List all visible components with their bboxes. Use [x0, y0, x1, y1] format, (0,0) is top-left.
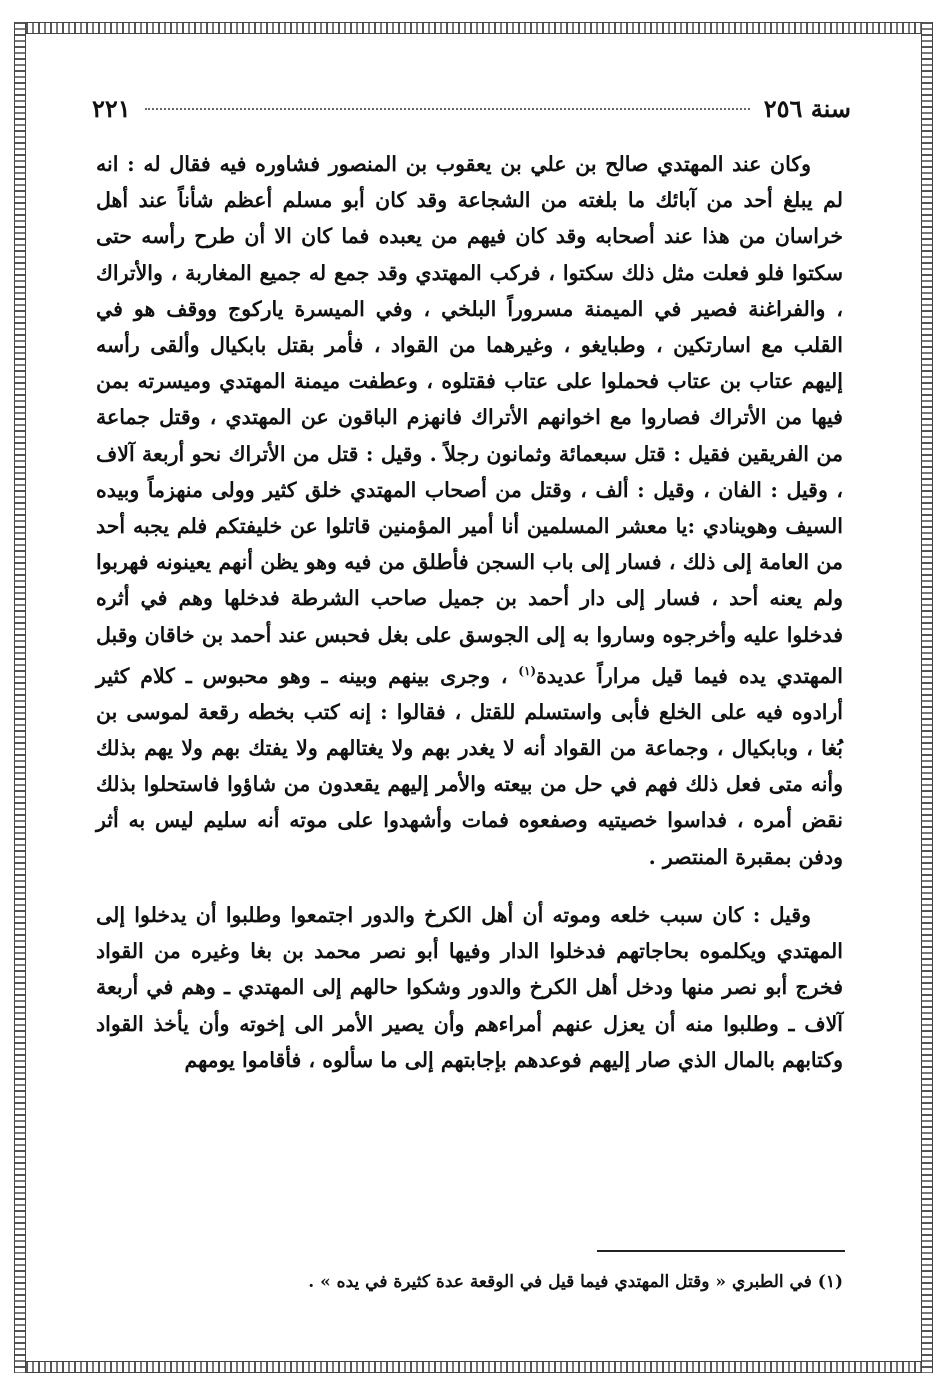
footnote: (١) في الطبري « وقتل المهتدي فيما قيل في الوقعة عدة كثيرة في يده » .: [308, 1272, 843, 1292]
page-number: ٢٢١: [92, 93, 131, 123]
paragraph-1-text: وكان عند المهتدي صالح بن علي بن يعقوب بن المنصور فشاوره فيه فقال له : انه لم يبلغ أحد من آبائك ما بلغته من الشجاعة وقد كان أبو مسلم أعظم شأناً عند أهل خراسان من هذا عند أصحابه وقد كان فيهم من يعبده فما كان الا أن طرح رأسه حتى سكتوا فلو فعلت مثل ذلك سكتوا ، فركب المهتدي وقد جمع له جميع المغاربة ، والأتراك ، والفراغنة فصير في الميمنة مسروراً البلخي ، وفي الميسرة ياركوج ووقف هو في القلب مع اسارتكين ، وطبايغو ، وغيرهما من القواد ، فأمر بقتل بابكيال وألقى رأسه إليهم عتاب بن عتاب فحملوا على عتاب فقتلوه ، وعطفت ميمنة المهتدي وميسرته بمن فيها من الأتراك فصاروا مع اخوانهم الأتراك فانهزم الباقون عن المهتدي ، وقتل جماعة من الفريقين فقيل : قتل سبعمائة وثمانون رجلاً . وقيل : قتل من الأتراك نحو أربعة آلاف ، وقيل : الفان ، وقيل : ألف ، وقتل من أصحاب المهتدي خلق كثير وولى منهزماً وبيده السيف وهوينادي :يا معشر المسلمين أنا أمير المؤمنين قاتلوا عن خليفتكم فلم يجبه أحد من العامة إلى ذلك ، فسار إلى باب السجن فأطلق من فيه وهو يظن أنهم يعينونه فهربوا ولم يعنه أحد ، فسار إلى دار أحمد بن جميل صاحب الشرطة فدخلها وهم في أثره فدخلوا عليه وأخرجوه وساروا به إلى الجوسق على بغل فحبس عند أحمد بن خاقان وقبل المهتدي يده فيما قيل مراراً عديدة: [96, 152, 843, 688]
header-dotted-leader: [145, 106, 750, 110]
paragraph-1: [96, 146, 843, 875]
border-right-ornament: [921, 22, 933, 1373]
border-left-ornament: [14, 22, 26, 1373]
header-year-title: سنة ٢٥٦: [763, 93, 851, 123]
paragraph-2: وقيل : كان سبب خلعه وموته أن أهل الكرخ والدور اجتمعوا وطلبوا أن يدخلوا إلى المهتدي ويكلموه بحاجاتهم فدخلوا الدار وفيها أبو نصر محمد بن بغا وغيره من القواد فخرج أبو نصر منها ودخل أهل الكرخ والدور وشكوا حالهم إلى المهتدي ـ وهم في أربعة آلاف ـ وطلبوا منه أن يعزل عنهم أمراءهم وأن يصير الأمر الى إخوته وأن يأخذ القواد وكتابهم بالمال الذي صار إليهم فوعدهم بإجابتهم إلى ما سألوه ، فأقاموا يومهم: [96, 902, 843, 1072]
main-text: [96, 146, 843, 1078]
border-top-ornament: [14, 22, 933, 34]
paragraph-1-continued: ، وجرى بينهم وبينه ـ وهو محبوس ـ كلام كثير أرادوه فيه على الخلع فأبى واستسلم للقتل ، فقالوا : إنه كتب بخطه رقعة لموسى بن بُغا ، وبابكيال ، وجماعة من القواد أنه لا يغدر بهم ولا يغتالهم ولا يفتك بهم ولا يهم بذلك وأنه متى فعل ذلك فهم في حل من بيعته والأمر إليهم يقعدون من شاؤوا فاستحلوا بذلك نقض أمره ، فداسوا خصيتيه وصفعوه فمات وأشهدوا على موته أنه سليم ليس به أثر ودفن بمقبرة المنتصر .: [96, 663, 843, 869]
footnote-separator: [597, 1250, 845, 1252]
border-bottom-ornament: [14, 1361, 933, 1373]
footnote-marker: (١): [518, 663, 537, 678]
running-header: [92, 88, 851, 128]
